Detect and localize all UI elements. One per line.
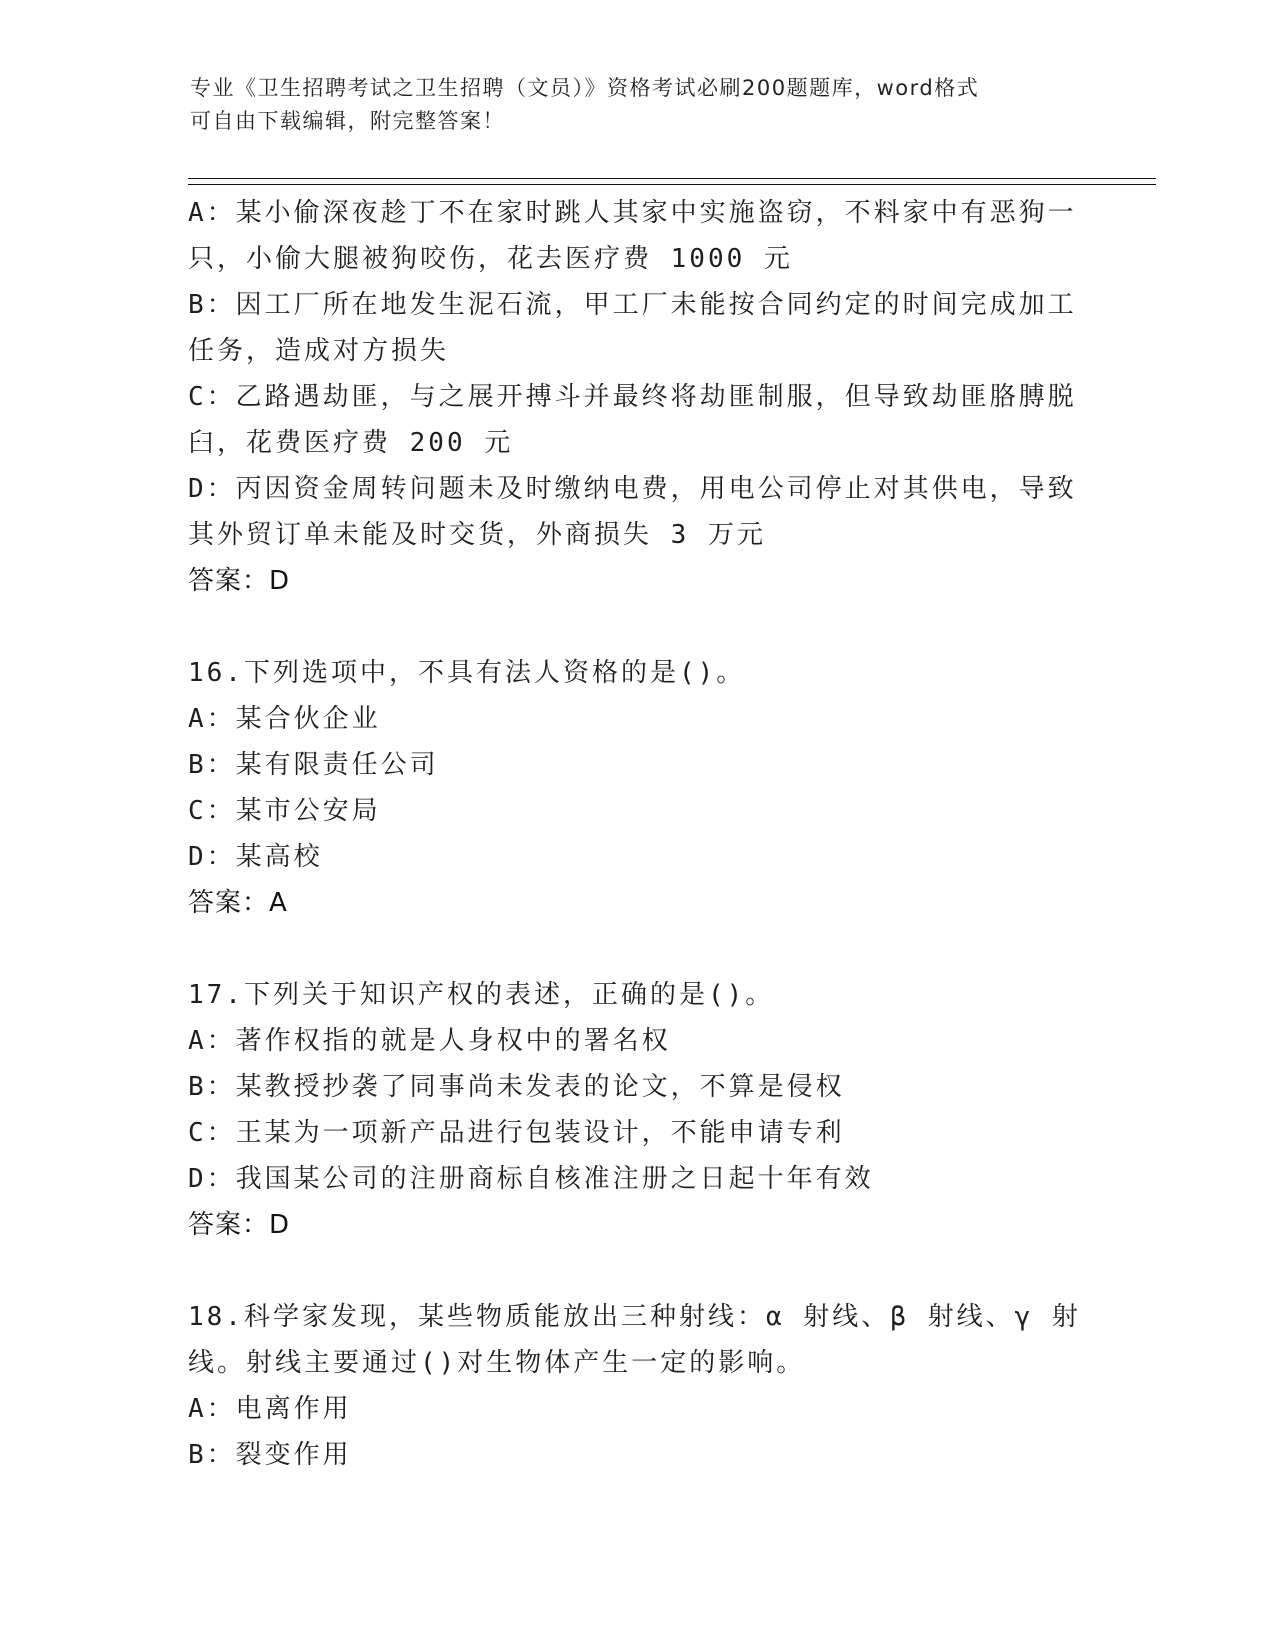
answer-line: 答案：D <box>188 566 291 596</box>
option-b-line1: B：因工厂所在地发生泥石流，甲工厂未能按合同约定的时间完成加工 <box>188 290 1077 320</box>
option-c-line2: 臼，花费医疗费 200 元 <box>188 428 514 458</box>
option-b-line2: 任务，造成对方损失 <box>188 336 450 366</box>
spacer <box>188 1248 1088 1294</box>
option-c-line1: C：乙路遇劫匪，与之展开搏斗并最终将劫匪制服，但导致劫匪胳膊脱 <box>188 382 1077 412</box>
option-a-line1: A：某小偷深夜趁丁不在家时跳人其家中实施盗窃，不料家中有恶狗一 <box>188 198 1077 228</box>
header-title-line1: 专业《卫生招聘考试之卫生招聘（文员）》资格考试必刷200题题库，word格式 <box>190 76 980 100</box>
question-stem: 17.下列关于知识产权的表述，正确的是()。 <box>188 980 775 1010</box>
question-stem: 16.下列选项中，不具有法人资格的是()。 <box>188 658 746 688</box>
option-a: A：某合伙企业 <box>188 704 381 734</box>
option-a: A：电离作用 <box>188 1394 352 1424</box>
answer-line: 答案：D <box>188 1210 291 1240</box>
option-c: C：王某为一项新产品进行包装设计，不能申请专利 <box>188 1118 845 1148</box>
question-16 <box>188 650 1088 926</box>
option-b: B：某教授抄袭了同事尚未发表的论文，不算是侵权 <box>188 1072 845 1102</box>
option-d: D：我国某公司的注册商标自核准注册之日起十年有效 <box>188 1164 874 1194</box>
question-15 <box>188 190 1088 604</box>
question-18 <box>188 1294 1088 1478</box>
option-d-line1: D：丙因资金周转问题未及时缴纳电费，用电公司停止对其供电，导致 <box>188 474 1077 504</box>
option-d-line2: 其外贸订单未能及时交货，外商损失 3 万元 <box>188 520 766 550</box>
question-stem-line2: 线。射线主要通过()对生物体产生一定的影响。 <box>188 1348 806 1378</box>
answer-line: 答案：A <box>188 888 288 918</box>
question-list <box>188 190 1088 1478</box>
header-title-line2: 可自由下载编辑，附完整答案！ <box>190 109 505 133</box>
option-b: B：某有限责任公司 <box>188 750 439 780</box>
option-a-line2: 只，小偷大腿被狗咬伤，花去医疗费 1000 元 <box>188 244 793 274</box>
option-c: C：某市公安局 <box>188 796 381 826</box>
question-17 <box>188 972 1088 1248</box>
option-b: B：裂变作用 <box>188 1440 352 1470</box>
header-divider-bottom <box>188 184 1156 185</box>
option-a: A：著作权指的就是人身权中的署名权 <box>188 1026 671 1056</box>
question-stem-line1: 18.科学家发现，某些物质能放出三种射线：α 射线、β 射线、γ 射 <box>188 1302 1081 1332</box>
spacer <box>188 604 1088 650</box>
spacer <box>188 926 1088 972</box>
option-d: D：某高校 <box>188 842 323 872</box>
page-header <box>190 72 1090 138</box>
header-divider-top <box>188 178 1156 179</box>
